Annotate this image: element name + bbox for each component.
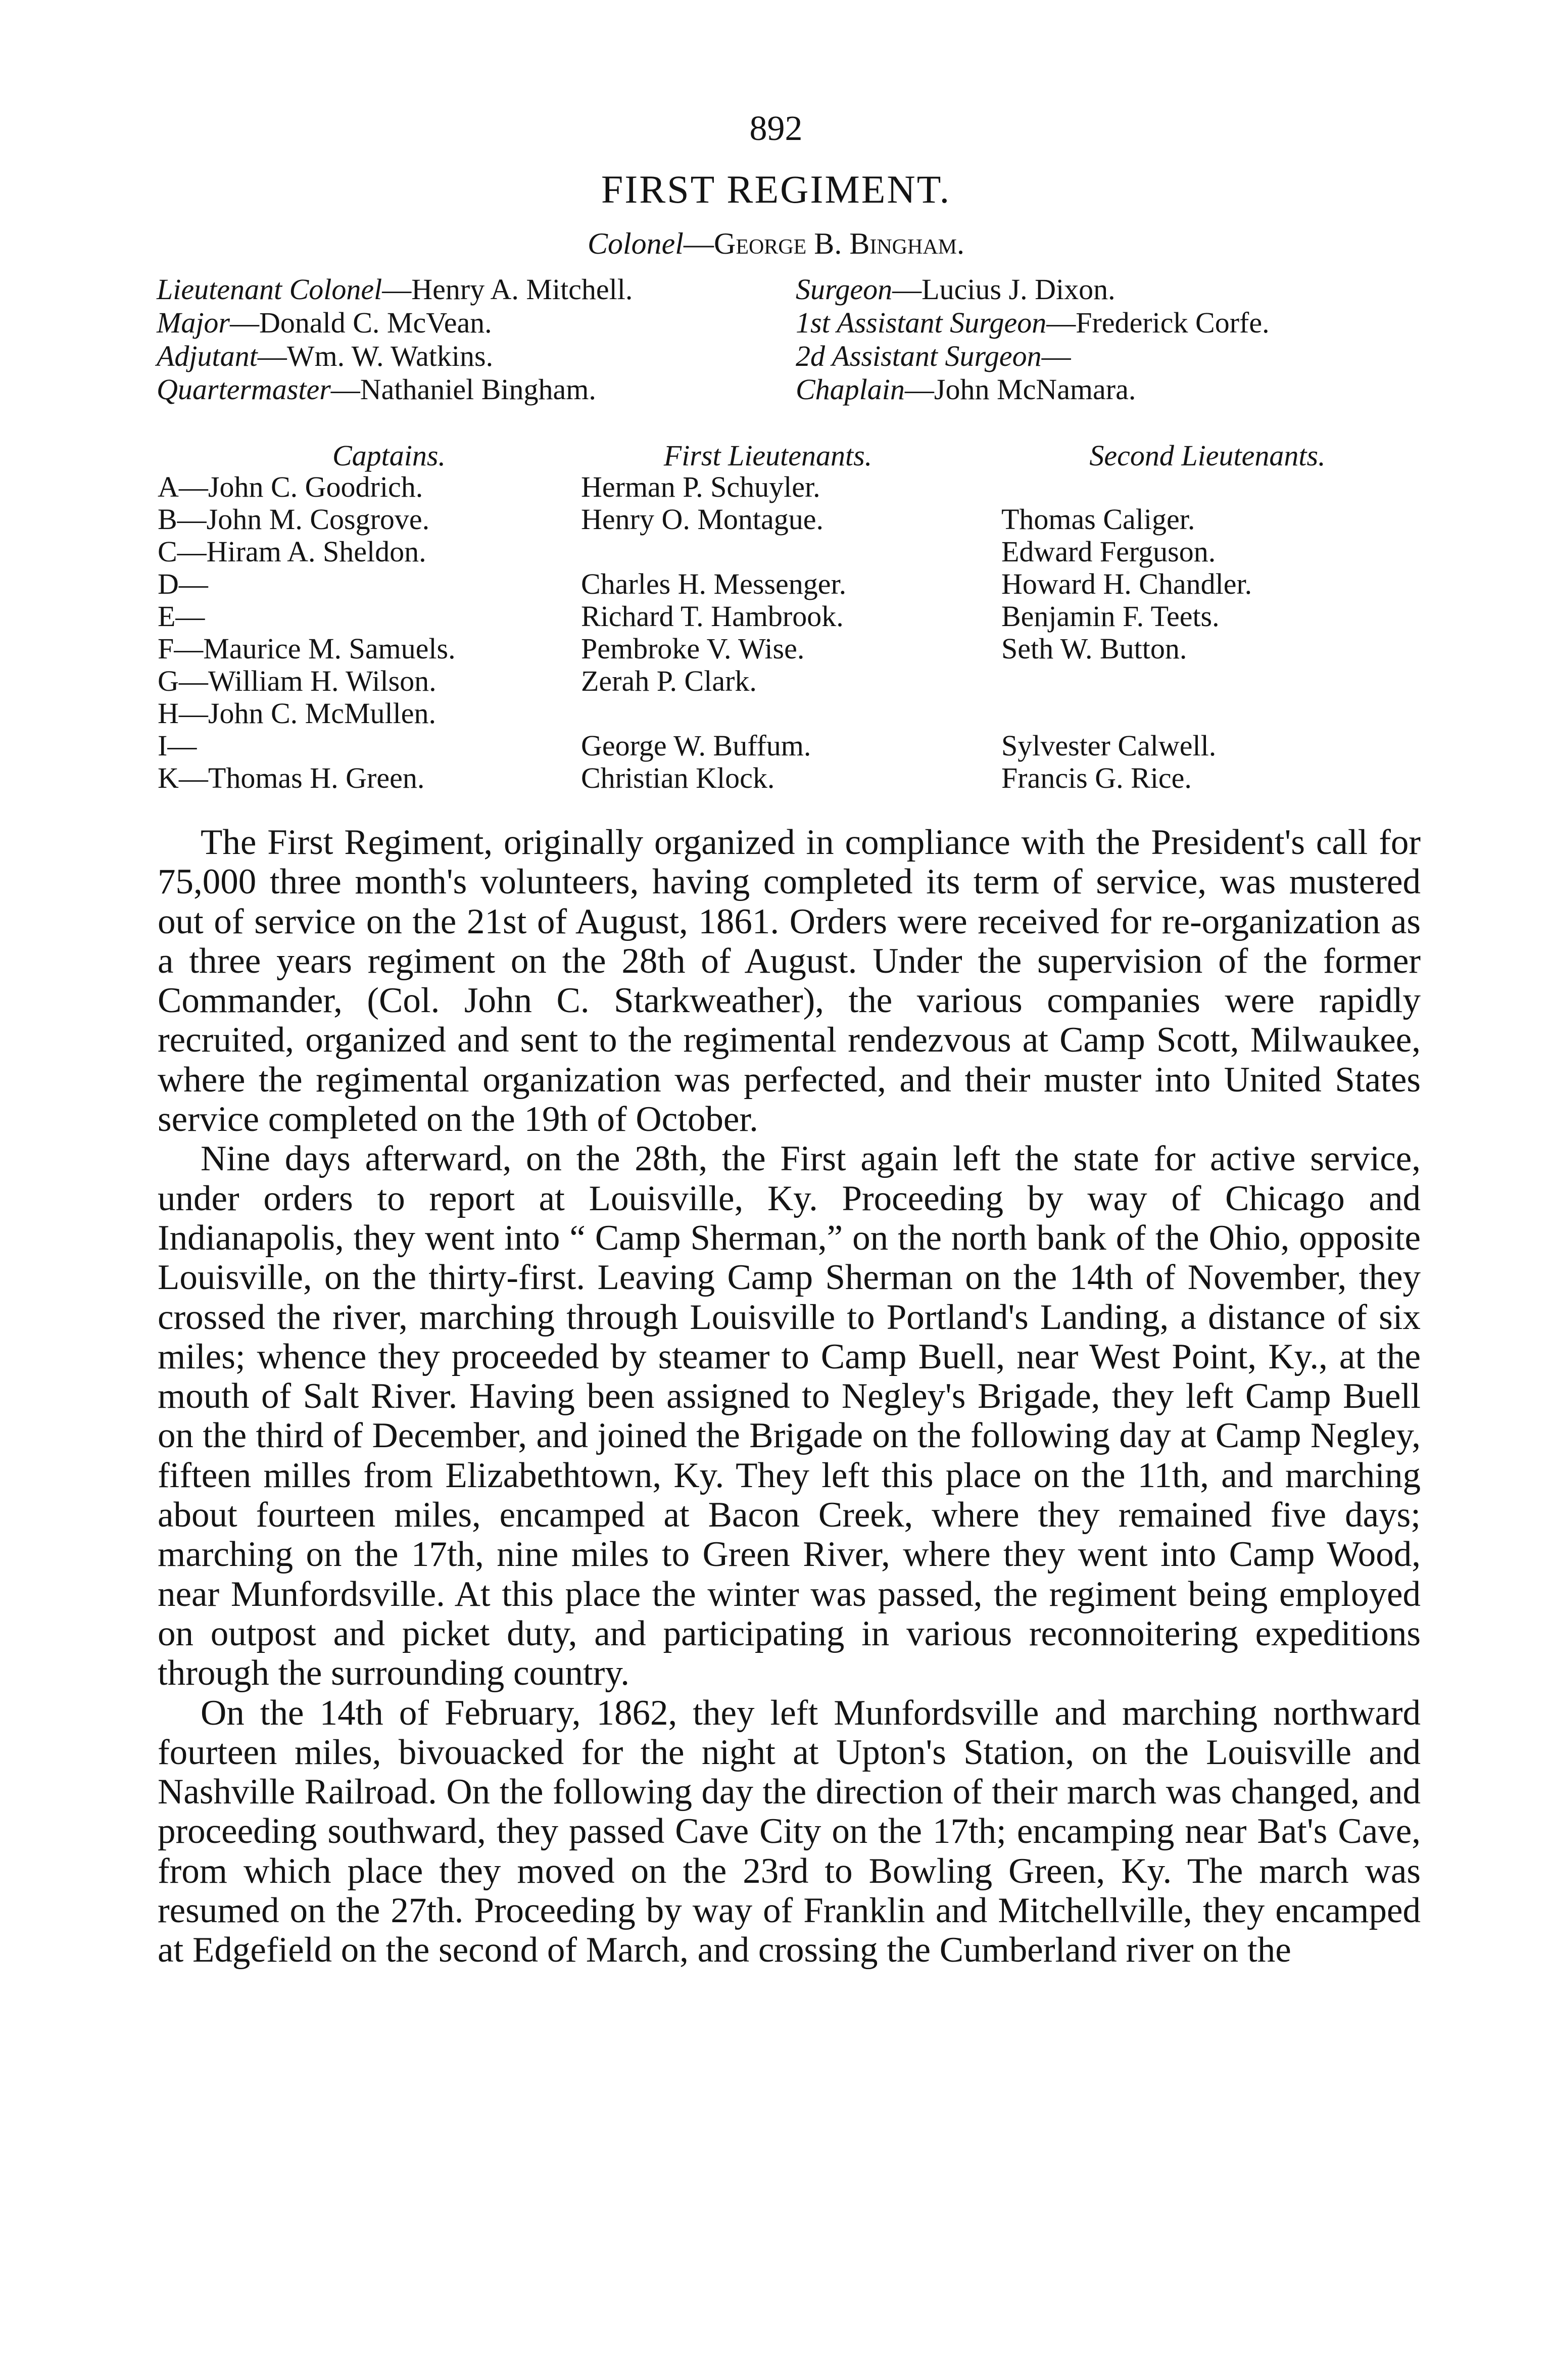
officer-name: Donald C. McVean. [259,306,492,339]
captain-entry: H—John C. McMullen. [158,697,436,730]
captain-entry: F—Maurice M. Samuels. [158,632,456,665]
captain-entry: G—William H. Wilson. [158,664,437,697]
second-lieutenant-entry [1001,471,1252,503]
staff-officers-left [157,273,633,406]
page-number: 892 [749,109,803,148]
captain-entry: K—Thomas H. Green. [158,761,425,794]
first-lieutenants-column [581,471,846,794]
captain-entry: A—John C. Goodrich. [158,470,423,503]
first-lieutenant-entry: Pembroke V. Wise. [581,632,805,665]
officer-role: Quartermaster [157,373,331,406]
second-lieutenants-header: Second Lieutenants. [1089,439,1326,472]
captains-column [158,471,456,794]
second-lieutenant-entry [1001,665,1252,697]
captain-entry: E— [158,600,205,633]
first-lieutenants-header: First Lieutenants. [663,439,872,472]
paragraph: On the 14th of February, 1862, they left Munfordsville and marching northward fourteen miles, bivouacked for the night at Upton's Station, on the Louisville and Nashville Railroad. On the following day the direction of their march was changed, and proceeding southward, they passed Cave City on the 17th; encamping near Bat's Cave, from which place they moved on the 23rd to Bowling Green, Ky. The march was resumed on the 27th. Proceeding by way of Franklin and Mitchellville, they encamped at Edgefield on the second of March, and crossing the Cumberland river on the [158,1693,1421,1970]
officer-role: Adjutant [157,340,258,372]
first-lieutenant-entry [581,536,846,568]
officer-row: 2d Assistant Surgeon— [796,340,1071,372]
captain-entry: D— [158,567,208,600]
officer-name: Wm. W. Watkins. [286,340,494,372]
first-lieutenant-entry: Zerah P. Clark. [581,664,757,697]
officer-row: Major—Donald C. McVean. [157,306,492,339]
paragraph: The First Regiment, originally organized in compliance with the President's call for 75,000 three month's volunteers, having completed its term of service, was mustered out of service on the 21st of August, 1861. Orders were received for re-organization as a three years regiment on the 28th of August. Under the supervision of the former Commander, (Col. John C. Starkweather), the various companies were rapidly recruited, organized and sent to the regimental rendezvous at Camp Scott, Milwaukee, where the regimental organization was perfected, and their muster into United States service completed on the 19th of October. [158,823,1421,1139]
second-lieutenant-entry: Thomas Caliger. [1001,503,1195,536]
officer-name: Nathaniel Bingham. [360,373,596,406]
captain-entry: C—Hiram A. Sheldon. [158,535,426,568]
first-lieutenant-entry: Henry O. Montague. [581,503,824,536]
second-lieutenant-entry: Edward Ferguson. [1001,535,1216,568]
first-lieutenant-entry: Charles H. Messenger. [581,567,847,600]
officer-role: Lieutenant Colonel [157,273,382,306]
second-lieutenant-entry: Benjamin F. Teets. [1001,600,1220,633]
officer-row: Quartermaster—Nathaniel Bingham. [157,373,596,406]
first-lieutenant-entry [581,697,846,730]
first-lieutenant-entry: George W. Buffum. [581,729,811,762]
second-lieutenant-entry: Francis G. Rice. [1001,761,1192,794]
staff-officers-right [796,273,1270,406]
officer-name: Henry A. Mitchell. [411,273,633,306]
officer-role: Surgeon [796,273,893,306]
first-lieutenant-entry: Herman P. Schuyler. [581,470,820,503]
paragraph: Nine days afterward, on the 28th, the First again left the state for active service, under orders to report at Louisville, Ky. Proceeding by way of Chicago and Indianapolis, they went into “ Camp Sherman,” on the north bank of the Ohio, opposite Louisville, on the thirty-first. Leaving Camp Sherman on the 14th of November, they crossed the river, marching through Louisville to Portland's Landing, a distance of six miles; whence they proceeded by steamer to Camp Buell, near West Point, Ky., at the mouth of Salt River. Having been assigned to Negley's Brigade, they left Camp Buell on the third of December, and joined the Brigade on the following day at Camp Negley, fifteen milles from Elizabethtown, Ky. They left this place on the 11th, and marching about fourteen miles, encamped at Bacon Creek, where they remained five days; marching on the 17th, nine miles to Green River, where they went into Camp Wood, near Munfordsville. At this place the winter was passed, the regiment being employed on outpost and picket duty, and participating in various reconnoitering expeditions through the surrounding country. [158,1139,1421,1693]
officer-row: 1st Assistant Surgeon—Frederick Corfe. [796,306,1270,339]
first-lieutenant-entry: Christian Klock. [581,761,775,794]
second-lieutenant-entry: Howard H. Chandler. [1001,567,1252,600]
officer-row: Surgeon—Lucius J. Dixon. [796,273,1116,306]
captains-header: Captains. [332,439,446,472]
captain-entry: I— [158,729,197,762]
captain-entry: B—John M. Cosgrove. [158,503,430,536]
officer-role: Major [157,306,230,339]
officer-row: Adjutant—Wm. W. Watkins. [157,340,494,372]
colonel-name: George B. Bingham. [713,227,964,260]
officer-row: Chaplain—John McNamara. [796,373,1136,406]
officer-name: Frederick Corfe. [1076,306,1270,339]
second-lieutenants-column [1001,471,1252,794]
officer-name: Lucius J. Dixon. [922,273,1116,306]
officer-row: Lieutenant Colonel—Henry A. Mitchell. [157,273,633,306]
officer-name: John McNamara. [934,373,1136,406]
regiment-title: FIRST REGIMENT. [601,167,951,211]
second-lieutenant-entry: Seth W. Button. [1001,632,1187,665]
colonel-role: Colonel [587,227,684,260]
second-lieutenant-entry [1001,697,1252,730]
officer-role: Chaplain [796,373,905,406]
first-lieutenant-entry: Richard T. Hambrook. [581,600,844,633]
officer-role: 2d Assistant Surgeon [796,340,1042,372]
second-lieutenant-entry: Sylvester Calwell. [1001,729,1217,762]
officer-role: 1st Assistant Surgeon [796,306,1047,339]
colonel-line: Colonel—George B. Bingham. [587,227,964,260]
history-text [158,823,1421,1970]
